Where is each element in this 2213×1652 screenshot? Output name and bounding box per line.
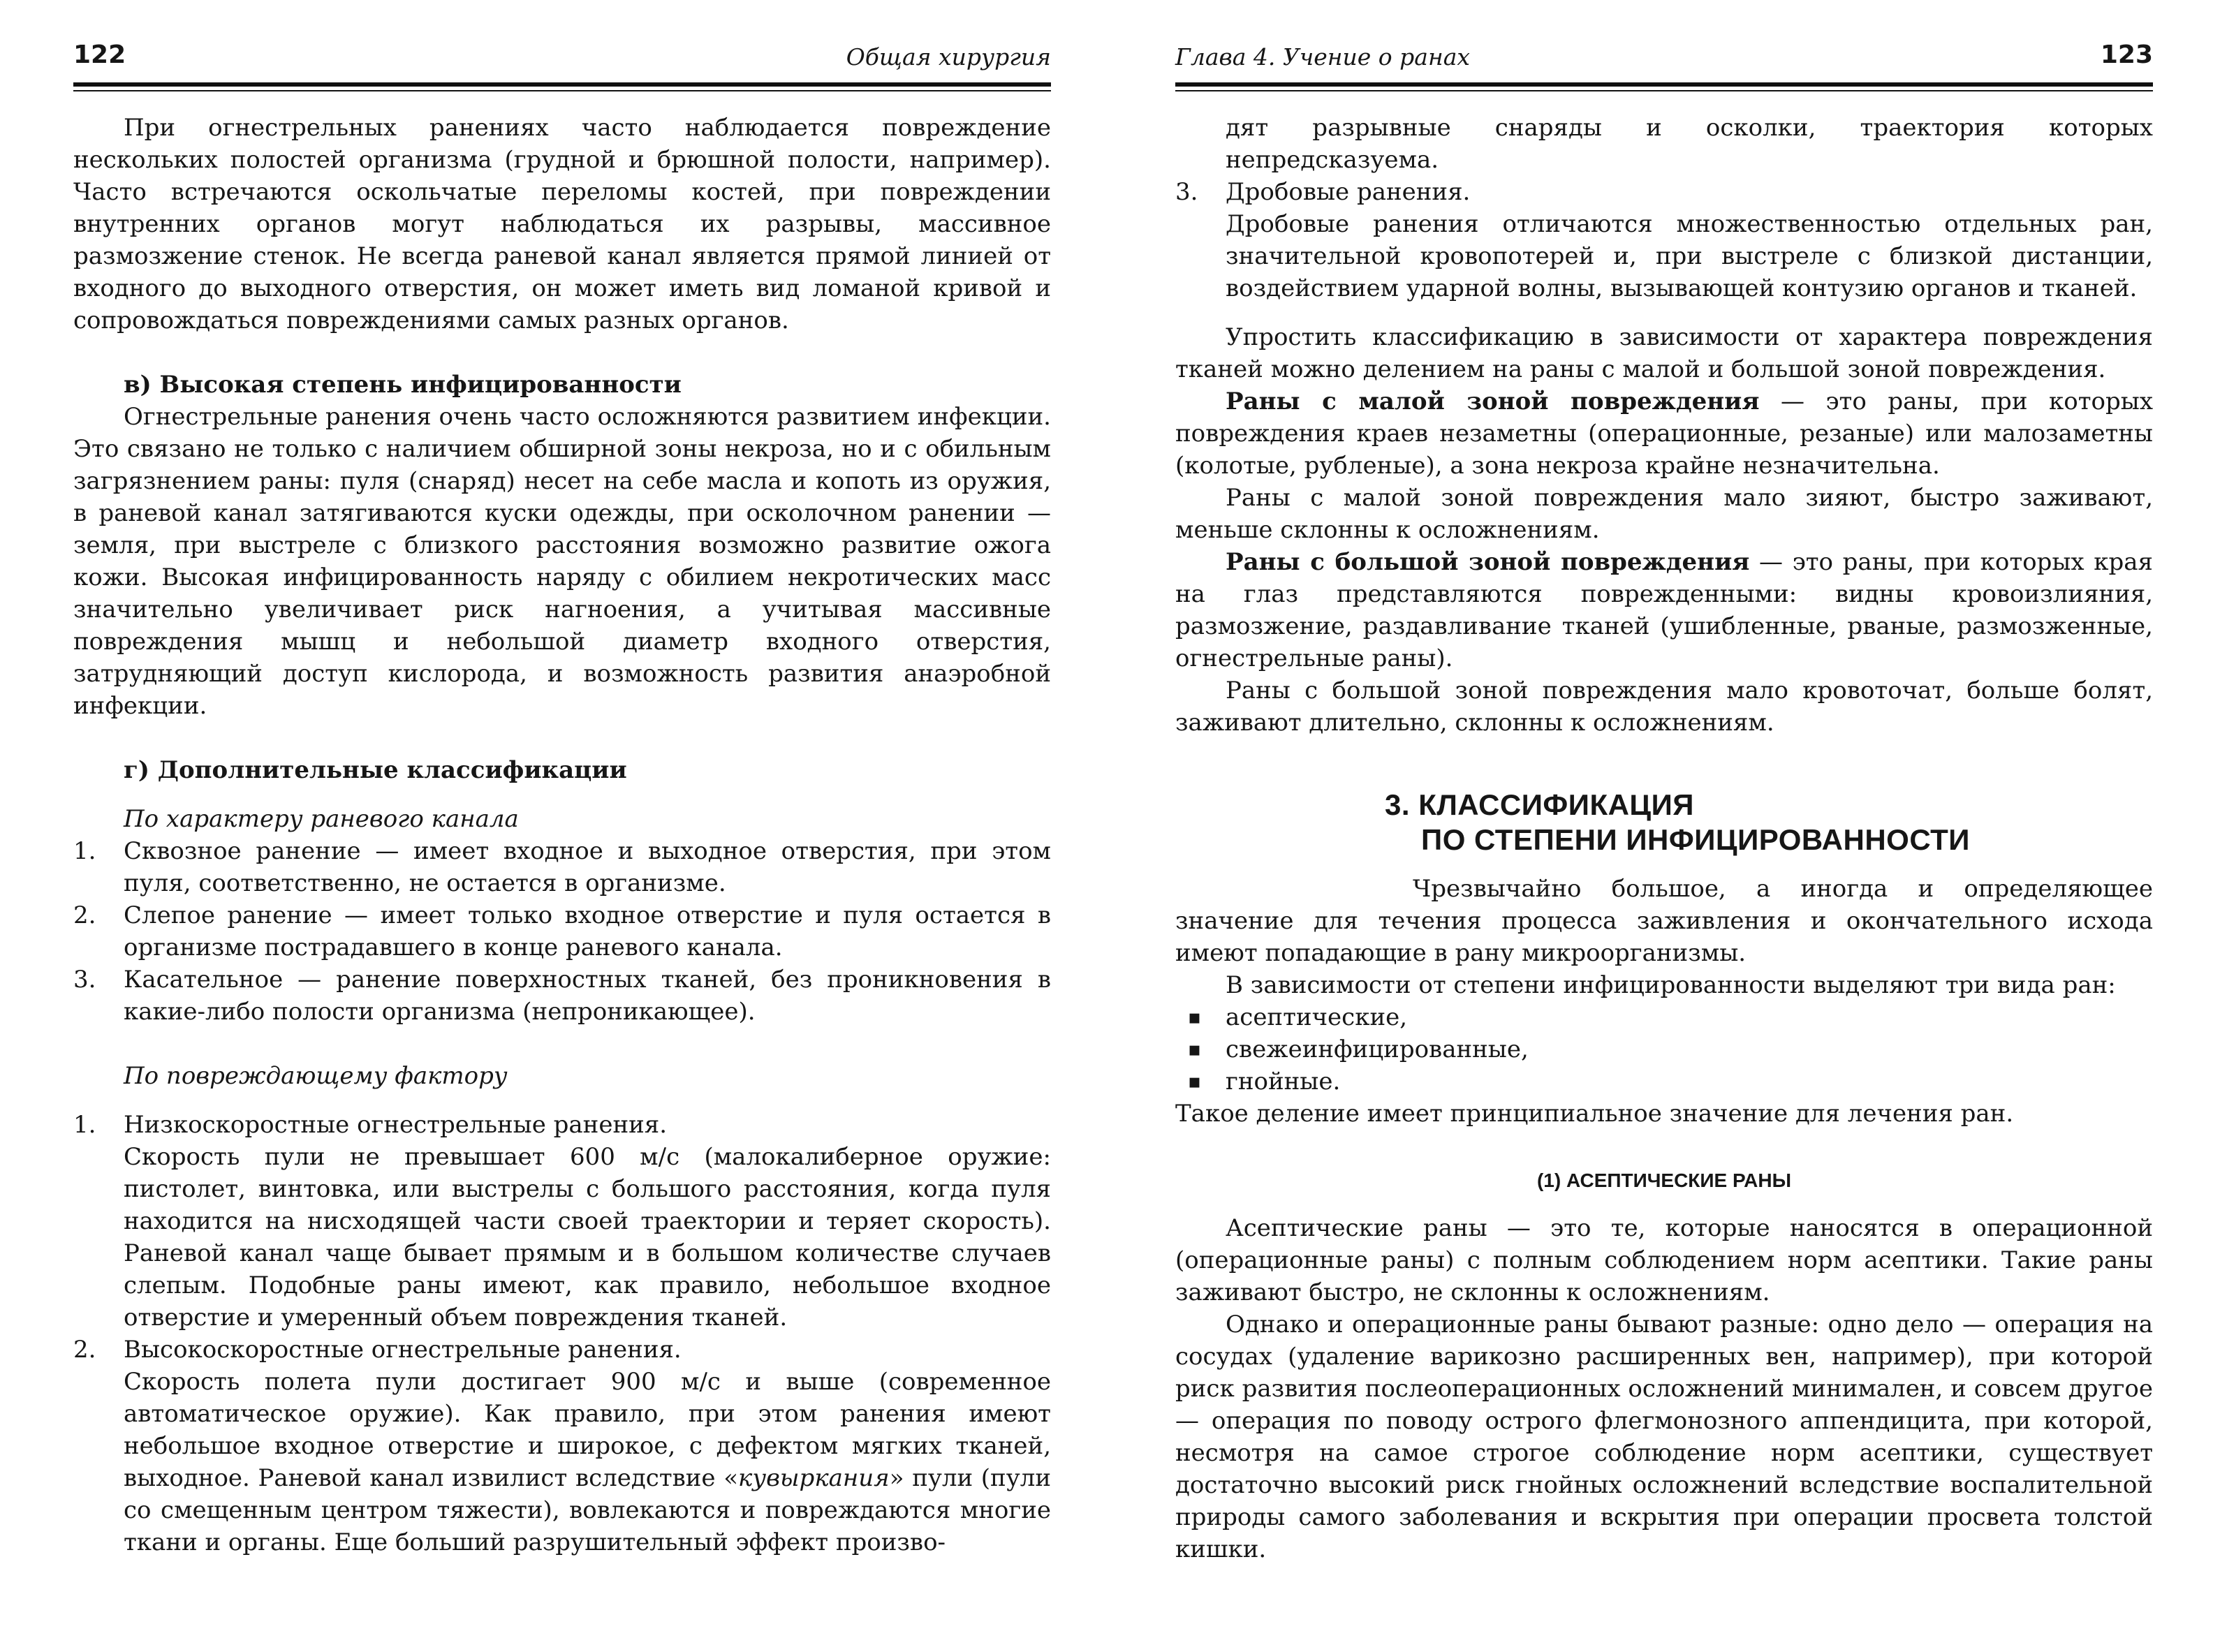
list-number: 1. bbox=[73, 1111, 96, 1139]
section-heading-line: ПО СТЕПЕНИ ИНФИЦИРОВАННОСТИ bbox=[1421, 823, 1970, 856]
right-page-header bbox=[1175, 40, 2153, 75]
text-run: — это раны, при которых повреждения краев незаметны (операционные, резаные) или малозаметны (колотые, рубленые), а зона некроза крайне незначительна. bbox=[1175, 388, 2153, 480]
paragraph: Огнестрельные ранения очень часто осложняются развитием инфекции. Это связано не только с наличием обширной зоны некроза, но и с обильным загрязнением раны: пуля (снаряд) несет на себе масла и копоть из оружия, в раневой канал затягиваются куски одежды, при осколочном ранении — земля, при выстреле с близкого расстояния возможно развитие ожога кожи. Высокая инфицированность наряду с обилием некротических масс значительно увеличивает риск нагноения, а учитывая массивные повреждения мышц и небольшой диаметр входного отверстия, затрудняющий доступ кислорода, и возможность развития анаэробной инфекции. bbox=[73, 403, 1051, 720]
list-text: Сквозное ранение — имеет входное и выходное отверстия, при этом пуля, соответственно, не остается в организме. bbox=[124, 837, 1051, 897]
list-text: Слепое ранение — имеет только входное отверстие и пуля остается в организме пострадавшего в конце раневого канала. bbox=[124, 901, 1051, 961]
numbered-list bbox=[73, 835, 1051, 1028]
paragraph: Чрезвычайно большое, а иногда и определяющее значение для течения процесса заживления и окончательного исхода имеют попадающие в рану микроорганизмы. bbox=[1175, 875, 2153, 967]
text-run: — это раны, при которых края на глаз представляются поврежденными: видны кровоизлияния, размозжение, раздавливание тканей (ушибленные, рваные, размозженные, огнестрельные раны). bbox=[1175, 548, 2153, 672]
numbered-list bbox=[1175, 176, 2153, 304]
header-rule-thin bbox=[73, 90, 1051, 91]
italic-term: кувыркания bbox=[738, 1464, 890, 1492]
text-run: Скорость полета пули достигает 900 м/с и выше (современное автоматическое оружие). Как правило, при этом ранения имеют небольшое входное отверстие и широкое, с дефектом мягких тканей, выходное. Раневой канал извилист вследствие « bbox=[124, 1368, 1051, 1492]
section-heading bbox=[1175, 788, 2153, 857]
subheading: г) Дополнительные классификации bbox=[124, 756, 627, 784]
paragraph: Однако и операционные раны бывают разные: одно дело — операция на сосудах (удаление варикозно расширенных вен, например), при которой риск развития послеоперационных осложнений минимален, и совсем другое — операция по поводу острого флегмонозного аппендицита, при которой, несмотря на самое строгое соблюдение норм асептики, существует достаточно высокий риск гнойных осложнений вследствие воспалительной природы самого заболевания и вскрытия при операции просвета толстой кишки. bbox=[1175, 1311, 2153, 1563]
bullet-item: ▪ свежеинфицированные, bbox=[1175, 1033, 2153, 1065]
bold-term: Раны с малой зоной повреждения bbox=[1226, 388, 1760, 415]
list-number: 3. bbox=[1175, 178, 1198, 206]
left-page-header bbox=[73, 40, 1051, 75]
header-rule-thin bbox=[1175, 90, 2153, 91]
list-item bbox=[73, 964, 1051, 1028]
list-number: 3. bbox=[73, 966, 96, 994]
page-number: 122 bbox=[73, 40, 126, 69]
list-number: 1. bbox=[73, 837, 96, 865]
running-head: Глава 4. Учение о ранах bbox=[1175, 43, 1470, 71]
header-rule-thick bbox=[73, 82, 1051, 87]
paragraph: Раны с малой зоной повреждения мало зияют, быстро заживают, меньше склонны к осложнениям. bbox=[1175, 484, 2153, 544]
right-page-body bbox=[1175, 112, 2153, 1565]
numbered-list bbox=[73, 1109, 1051, 1558]
paragraph bbox=[1175, 385, 2153, 482]
list-number: 2. bbox=[73, 1336, 96, 1364]
list-text bbox=[124, 1366, 1051, 1558]
list-text: Дробовые ранения отличаются множественностью отдельных ран, значительной кровопотерей и, при выстреле с близкой дистанции, воздействием ударной волны, вызывающей контузию органов и тканей. bbox=[1226, 210, 2153, 302]
right-page bbox=[1175, 0, 2153, 1652]
bold-term: Раны с большой зоной повреждения bbox=[1226, 548, 1750, 576]
list-title: Низкоскоростные огнестрельные ранения. bbox=[124, 1111, 668, 1139]
list-item bbox=[73, 1334, 1051, 1558]
paragraph: Такое деление имеет принципиальное значение для лечения ран. bbox=[1175, 1100, 2014, 1128]
subheading: в) Высокая степень инфицированности bbox=[124, 371, 682, 399]
list-text: Скорость пули не превышает 600 м/с (малокалиберное оружие: пистолет, винтовка, или выстрелы с большого расстояния, когда пуля находится на нисходящей части своей траектории и теряет скорость). Раневой канал чаще бывает прямым и в большом количестве случаев слепым. Подобные раны имеют, как правило, небольшое входное отверстие и умеренный объем повреждения тканей. bbox=[124, 1143, 1051, 1332]
page-number: 123 bbox=[2100, 40, 2153, 69]
left-page bbox=[73, 0, 1051, 1652]
paragraph bbox=[1175, 546, 2153, 674]
text-run: » пули (пули со смещенным центром тяжести), вовлекаются и повреждаются многие ткани и органы. Еще больший разрушительный эффект произво- bbox=[124, 1464, 1051, 1556]
paragraph: В зависимости от степени инфицированности выделяют три вида ран: bbox=[1226, 971, 2116, 999]
header-rule-thick bbox=[1175, 82, 2153, 87]
bullet-item: ▪ асептические, bbox=[1175, 1001, 2153, 1033]
section-heading-line: 3. КЛАССИФИКАЦИЯ bbox=[1385, 788, 1694, 821]
subsection-heading: (1) АСЕПТИЧЕСКИЕ РАНЫ bbox=[1536, 1170, 1792, 1191]
list-item bbox=[1175, 176, 2153, 304]
list-title: Высокоскоростные огнестрельные ранения. bbox=[124, 1336, 682, 1364]
list-title: Дробовые ранения. bbox=[1226, 178, 1471, 206]
left-page-body bbox=[73, 112, 1051, 1558]
list-item bbox=[73, 1109, 1051, 1334]
paragraph: При огнестрельных ранениях часто наблюдается повреждение нескольких полостей организма (грудной и брюшной полости, например). Часто встречаются оскольчатые переломы костей, при повреждении внутренних органов могут наблюдаться их разрывы, массивное размозжение стенок. Не всегда раневой канал является прямой линией от входного до выходного отверстия, он может иметь вид ломаной кривой и сопровождаться повреждениями самых разных органов. bbox=[73, 114, 1051, 334]
bullet-list bbox=[1175, 1001, 2153, 1098]
list-number: 2. bbox=[73, 901, 96, 929]
running-head: Общая хирургия bbox=[846, 43, 1051, 71]
paragraph: Раны с большой зоной повреждения мало кровоточат, больше болят, заживают длительно, склонны к осложнениям. bbox=[1175, 677, 2153, 737]
bullet-item: ▪ гнойные. bbox=[1175, 1065, 2153, 1098]
italic-subheading: По характеру раневого канала bbox=[124, 805, 519, 833]
paragraph: Асептические раны — это те, которые наносятся в операционной (операционные раны) с полным соблюдением норм асептики. Такие раны заживают быстро, не склонны к осложнениям. bbox=[1175, 1214, 2153, 1306]
continued-text: дят разрывные снаряды и осколки, траектория которых непредсказуема. bbox=[1226, 114, 2153, 174]
list-text: Касательное — ранение поверхностных тканей, без проникновения в какие-либо полости организма (непроникающее). bbox=[124, 966, 1051, 1026]
paragraph: Упростить классификацию в зависимости от характера повреждения тканей можно делением на раны с малой и большой зоной повреждения. bbox=[1175, 323, 2153, 383]
list-item bbox=[73, 899, 1051, 964]
list-item bbox=[73, 835, 1051, 899]
italic-subheading: По повреждающему фактору bbox=[124, 1062, 508, 1090]
